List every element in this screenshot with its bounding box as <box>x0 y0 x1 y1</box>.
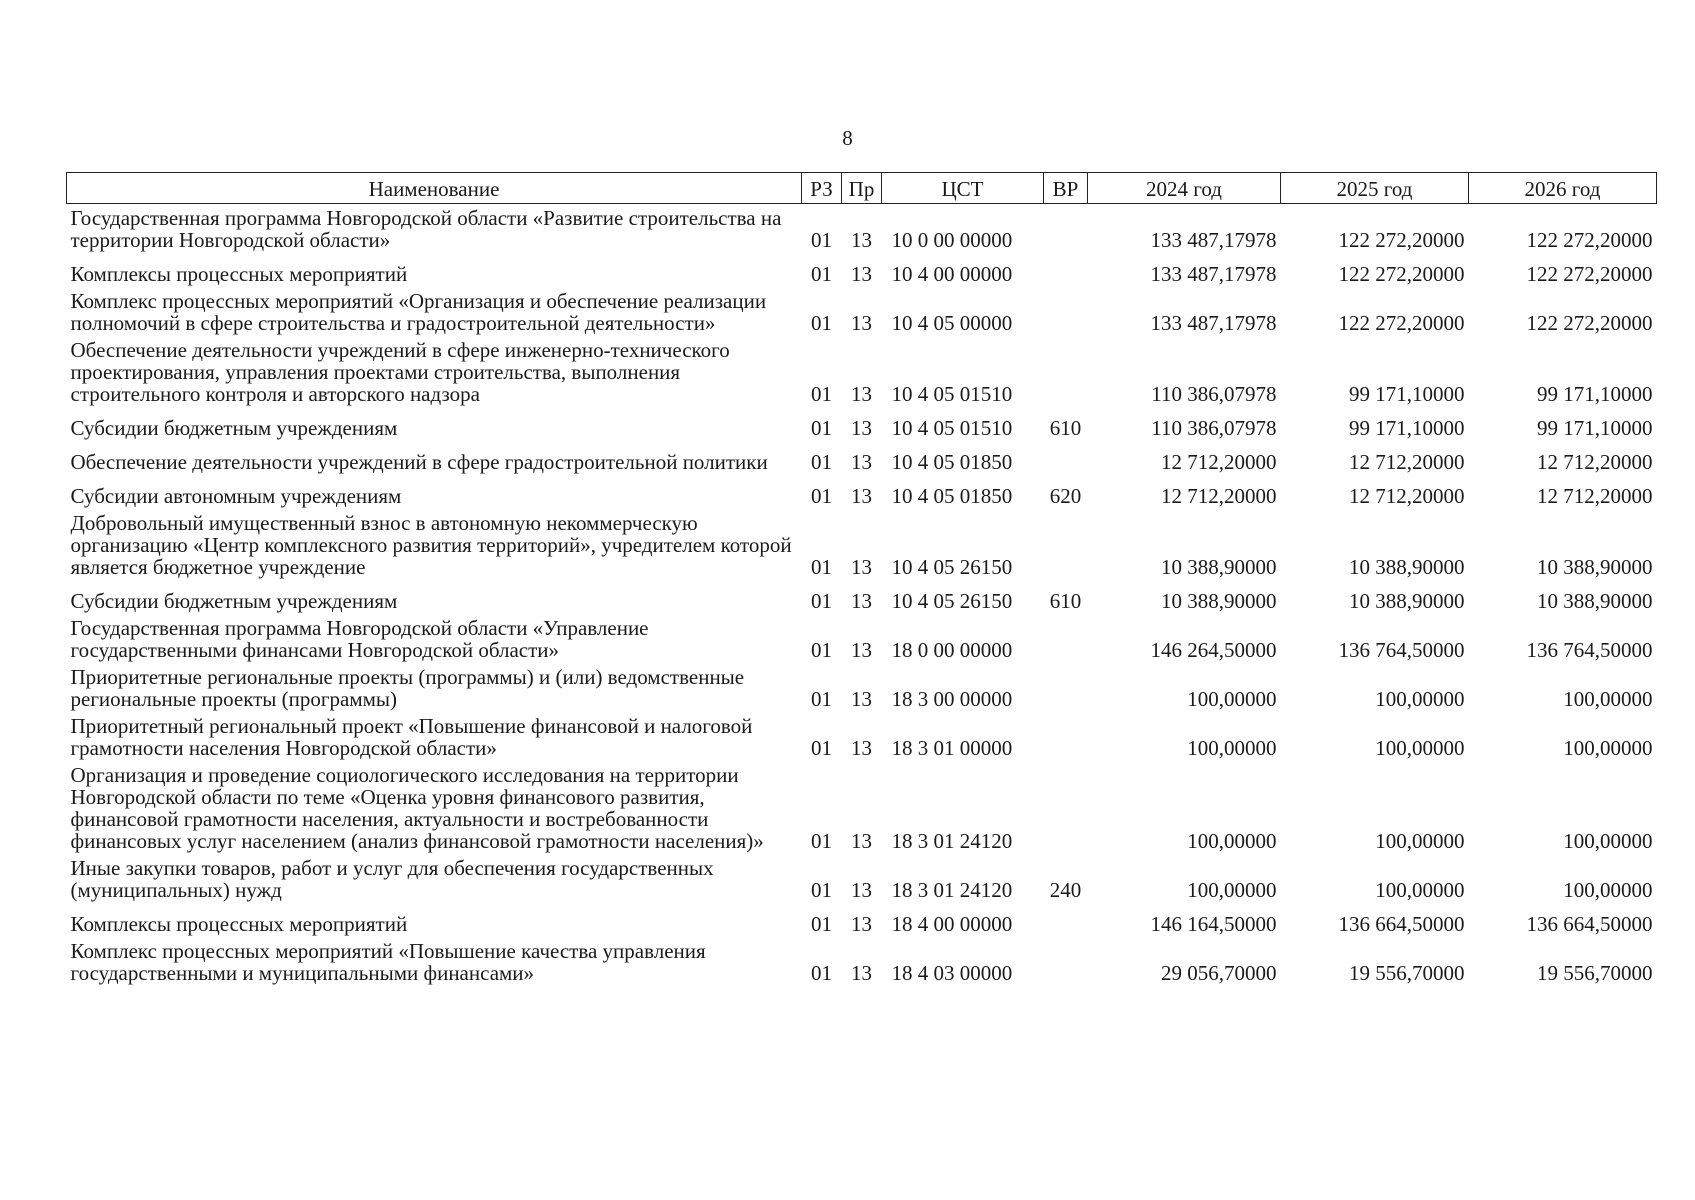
cell-2025: 19 556,70000 <box>1349 961 1465 985</box>
cell-rz: 01 <box>811 228 832 252</box>
cell-2026: 12 712,20000 <box>1537 450 1653 474</box>
table-row <box>67 287 1657 336</box>
cell-2024: 12 712,20000 <box>1161 450 1277 474</box>
cell-name: Субсидии бюджетным учреждениям <box>70 416 398 440</box>
table-row <box>67 614 1657 663</box>
cell-pr: 13 <box>851 416 872 440</box>
cell-2024: 10 388,90000 <box>1161 589 1277 613</box>
cell-2024: 133 487,17978 <box>1150 262 1277 286</box>
cell-vr <box>1044 509 1088 580</box>
table-header-row <box>67 173 1657 204</box>
cell-name: Обеспечение деятельности учреждений в сфере градостроительной политики <box>70 450 768 474</box>
table-row <box>67 854 1657 903</box>
table-row <box>67 441 1657 475</box>
cell-cst: 10 0 00 00000 <box>891 228 1013 252</box>
cell-2025: 122 272,20000 <box>1338 228 1465 252</box>
cell-name: Субсидии бюджетным учреждениям <box>70 589 398 613</box>
cell-2026: 122 272,20000 <box>1526 262 1653 286</box>
cell-cst: 18 3 00 00000 <box>891 687 1013 711</box>
cell-pr: 13 <box>851 878 872 902</box>
header-rz: РЗ <box>802 173 842 204</box>
cell-vr <box>1044 336 1088 407</box>
table-row <box>67 580 1657 614</box>
cell-2025: 10 388,90000 <box>1349 555 1465 579</box>
cell-vr: 620 <box>1049 484 1082 508</box>
cell-vr <box>1044 903 1088 937</box>
cell-cst: 10 4 05 00000 <box>891 311 1013 335</box>
cell-cst: 18 4 00 00000 <box>891 912 1013 936</box>
cell-vr <box>1044 253 1088 287</box>
cell-2024: 100,00000 <box>1187 736 1277 760</box>
cell-name: Иные закупки товаров, работ и услуг для обеспечения государственных (муниципальных) нужд <box>70 856 714 902</box>
cell-vr: 240 <box>1049 878 1082 902</box>
cell-vr <box>1044 614 1088 663</box>
cell-vr <box>1044 204 1088 254</box>
cell-name: Государственная программа Новгородской области «Развитие строительства на территории Новгородской области» <box>70 206 782 252</box>
cell-2026: 100,00000 <box>1563 878 1653 902</box>
cell-cst: 10 4 05 01510 <box>891 416 1013 440</box>
cell-cst: 18 3 01 24120 <box>891 829 1013 853</box>
cell-2025: 10 388,90000 <box>1349 589 1465 613</box>
cell-name: Обеспечение деятельности учреждений в сфере инженерно-технического проектирования, управления проектами строительства, выполнения строительного контроля и авторского надзора <box>70 338 730 406</box>
cell-2025: 136 764,50000 <box>1338 638 1465 662</box>
cell-name: Приоритетный региональный проект «Повышение финансовой и налоговой грамотности населения Новгородской области» <box>70 714 753 760</box>
cell-2025: 12 712,20000 <box>1349 450 1465 474</box>
header-cst: ЦСТ <box>882 173 1044 204</box>
cell-pr: 13 <box>851 961 872 985</box>
cell-cst: 10 4 05 01850 <box>891 484 1013 508</box>
cell-2024: 146 264,50000 <box>1150 638 1277 662</box>
cell-2024: 100,00000 <box>1187 687 1277 711</box>
cell-rz: 01 <box>811 961 832 985</box>
cell-name: Приоритетные региональные проекты (программы) и (или) ведомственные региональные проекты (программы) <box>70 665 745 711</box>
cell-2025: 100,00000 <box>1375 878 1465 902</box>
cell-2025: 99 171,10000 <box>1349 382 1465 406</box>
cell-cst: 10 4 05 01510 <box>891 382 1013 406</box>
cell-2025: 12 712,20000 <box>1349 484 1465 508</box>
cell-2026: 100,00000 <box>1563 736 1653 760</box>
cell-vr <box>1044 287 1088 336</box>
cell-vr <box>1044 761 1088 854</box>
cell-2026: 99 171,10000 <box>1537 382 1653 406</box>
cell-2026: 99 171,10000 <box>1537 416 1653 440</box>
header-2025: 2025 год <box>1281 173 1469 204</box>
cell-2026: 136 764,50000 <box>1526 638 1653 662</box>
cell-vr <box>1044 937 1088 986</box>
cell-2025: 136 664,50000 <box>1338 912 1465 936</box>
cell-pr: 13 <box>851 829 872 853</box>
cell-vr: 610 <box>1049 416 1082 440</box>
table-body <box>67 204 1657 987</box>
cell-name: Комплексы процессных мероприятий <box>70 912 408 936</box>
cell-rz: 01 <box>811 589 832 613</box>
cell-2024: 110 386,07978 <box>1151 382 1277 406</box>
cell-2025: 122 272,20000 <box>1338 311 1465 335</box>
cell-2026: 136 664,50000 <box>1526 912 1653 936</box>
cell-name: Комплекс процессных мероприятий «Организация и обеспечение реализации полномочий в сфере строительства и градостроительной деятельности» <box>70 289 767 335</box>
cell-pr: 13 <box>851 311 872 335</box>
cell-2025: 100,00000 <box>1375 829 1465 853</box>
cell-2025: 100,00000 <box>1375 687 1465 711</box>
cell-2024: 133 487,17978 <box>1150 228 1277 252</box>
cell-pr: 13 <box>851 382 872 406</box>
cell-2026: 12 712,20000 <box>1537 484 1653 508</box>
cell-name: Комплекс процессных мероприятий «Повышение качества управления государственными и муниципальными финансами» <box>70 939 706 985</box>
cell-name: Добровольный имущественный взнос в автономную некоммерческую организацию «Центр комплексного развития территорий», учредителем которой является бюджетное учреждение <box>70 511 792 579</box>
cell-rz: 01 <box>811 416 832 440</box>
cell-cst: 18 3 01 24120 <box>891 878 1013 902</box>
cell-2024: 133 487,17978 <box>1150 311 1277 335</box>
cell-rz: 01 <box>811 262 832 286</box>
cell-2024: 100,00000 <box>1187 878 1277 902</box>
table-row <box>67 407 1657 441</box>
cell-cst: 10 4 05 26150 <box>891 589 1013 613</box>
cell-2024: 100,00000 <box>1187 829 1277 853</box>
cell-pr: 13 <box>851 484 872 508</box>
cell-name: Организация и проведение социологического исследования на территории Новгородской области по теме «Оценка уровня финансового развития, финансовой грамотности населения, актуальности и востребованности финансовых услуг населением (анализ финансовой грамотности населения)» <box>70 763 764 853</box>
cell-pr: 13 <box>851 262 872 286</box>
table-row <box>67 253 1657 287</box>
cell-2025: 99 171,10000 <box>1349 416 1465 440</box>
table-row <box>67 663 1657 712</box>
cell-rz: 01 <box>811 736 832 760</box>
header-2026: 2026 год <box>1469 173 1657 204</box>
cell-rz: 01 <box>811 829 832 853</box>
cell-pr: 13 <box>851 228 872 252</box>
cell-vr <box>1044 712 1088 761</box>
cell-pr: 13 <box>851 736 872 760</box>
cell-cst: 18 4 03 00000 <box>891 961 1013 985</box>
table-row <box>67 712 1657 761</box>
cell-2025: 100,00000 <box>1375 736 1465 760</box>
cell-2026: 122 272,20000 <box>1526 228 1653 252</box>
cell-rz: 01 <box>811 311 832 335</box>
header-2024: 2024 год <box>1088 173 1281 204</box>
cell-2026: 100,00000 <box>1563 687 1653 711</box>
cell-2026: 19 556,70000 <box>1537 961 1653 985</box>
cell-2026: 100,00000 <box>1563 829 1653 853</box>
budget-table <box>66 172 1657 986</box>
cell-2024: 29 056,70000 <box>1161 961 1277 985</box>
cell-pr: 13 <box>851 450 872 474</box>
table-row <box>67 937 1657 986</box>
cell-vr <box>1044 663 1088 712</box>
cell-vr <box>1044 441 1088 475</box>
cell-name: Комплексы процессных мероприятий <box>70 262 408 286</box>
table-row <box>67 336 1657 407</box>
cell-cst: 10 4 05 26150 <box>891 555 1013 579</box>
table-row <box>67 204 1657 254</box>
cell-cst: 10 4 00 00000 <box>891 262 1013 286</box>
cell-cst: 18 3 01 00000 <box>891 736 1013 760</box>
page-number: 8 <box>842 126 853 150</box>
cell-pr: 13 <box>851 589 872 613</box>
cell-pr: 13 <box>851 912 872 936</box>
cell-2024: 110 386,07978 <box>1151 416 1277 440</box>
cell-pr: 13 <box>851 555 872 579</box>
cell-2024: 12 712,20000 <box>1161 484 1277 508</box>
table-row <box>67 903 1657 937</box>
cell-2026: 10 388,90000 <box>1537 589 1653 613</box>
cell-cst: 18 0 00 00000 <box>891 638 1013 662</box>
cell-rz: 01 <box>811 382 832 406</box>
cell-rz: 01 <box>811 638 832 662</box>
cell-name: Субсидии автономным учреждениям <box>70 484 402 508</box>
header-vr: ВР <box>1044 173 1088 204</box>
cell-pr: 13 <box>851 638 872 662</box>
cell-cst: 10 4 05 01850 <box>891 450 1013 474</box>
cell-rz: 01 <box>811 687 832 711</box>
cell-name: Государственная программа Новгородской области «Управление государственными финансами Новгородской области» <box>70 616 649 662</box>
table-row <box>67 475 1657 509</box>
table-row <box>67 509 1657 580</box>
cell-vr: 610 <box>1049 589 1082 613</box>
cell-2026: 10 388,90000 <box>1537 555 1653 579</box>
cell-2025: 122 272,20000 <box>1338 262 1465 286</box>
cell-2026: 122 272,20000 <box>1526 311 1653 335</box>
cell-2024: 146 164,50000 <box>1150 912 1277 936</box>
cell-rz: 01 <box>811 878 832 902</box>
table-row <box>67 761 1657 854</box>
cell-rz: 01 <box>811 450 832 474</box>
header-pr: Пр <box>842 173 882 204</box>
cell-rz: 01 <box>811 484 832 508</box>
cell-pr: 13 <box>851 687 872 711</box>
cell-2024: 10 388,90000 <box>1161 555 1277 579</box>
cell-rz: 01 <box>811 912 832 936</box>
header-name: Наименование <box>67 173 802 204</box>
cell-rz: 01 <box>811 555 832 579</box>
